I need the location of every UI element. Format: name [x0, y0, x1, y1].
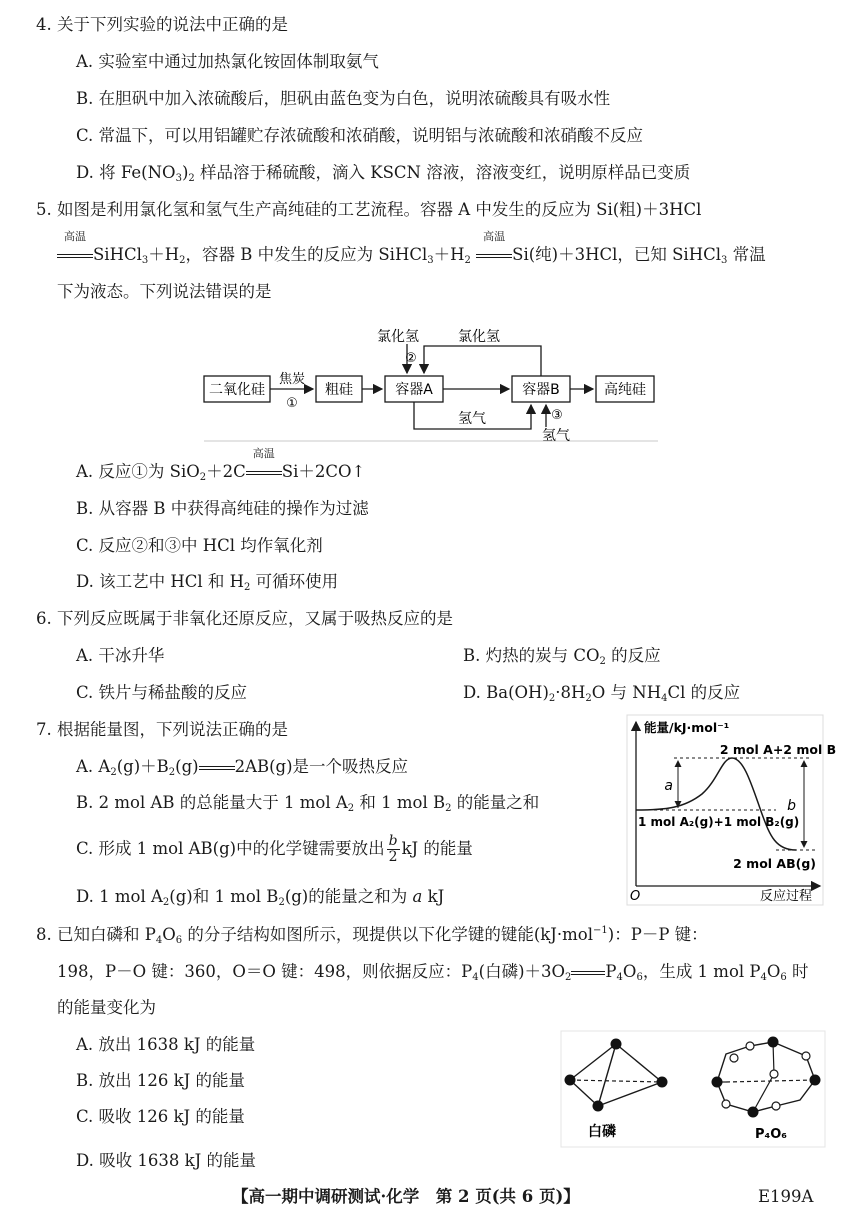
q5-option-d: D. 该工艺中 HCl 和 $H_2$ 可循环使用 [76, 572, 339, 593]
q8-option-d: D. 吸收 1638 kJ 的能量 [76, 1151, 256, 1170]
q6-option-b: B. 灼热的炭与 $CO_2$ 的反应 [463, 646, 661, 667]
q4-stem: 4. 关于下列实验的说法中正确的是 [36, 15, 288, 34]
reaction-curve [636, 758, 796, 850]
q7-option-a: A. $A_2(g)+B_2(g)$ 2AB(g)是一个吸热反应 [76, 757, 409, 778]
label-step2: ② [405, 351, 417, 366]
q8-option-c: C. 吸收 126 kJ 的能量 [76, 1107, 245, 1126]
q5-option-a: A. 反应①为 SiO$_2$＋2C 高温 Si＋2CO↑ [76, 447, 366, 483]
energy-axis-label: 能量/kJ·mol⁻¹ [644, 720, 730, 735]
label-step1: ① [286, 396, 298, 411]
label-hcl-recycle: 氯化氢 [458, 329, 500, 345]
label-sio2: 二氧化硅 [209, 382, 265, 398]
molecule-structures [560, 1030, 826, 1148]
process-axis-label: 反应过程 [759, 889, 813, 904]
q6-option-a: A. 干冰升华 [76, 646, 165, 665]
footer-code: E199A [758, 1187, 814, 1206]
q6-option-d: D. $Ba(OH)_2\cdot 8H_2O$ 与 $NH_4Cl$ 的反应 [463, 683, 741, 704]
q4-option-c: C. 常温下，可以用铝罐贮存浓硫酸和浓硝酸，说明铝与浓硫酸和浓硝酸不反应 [76, 126, 644, 145]
q7-option-b: B. 2 mol AB 的总能量大于 1 mol $A_2$ 和 1 mol $B_2$ 的能量之和 [76, 793, 540, 814]
page-footer [0, 1186, 860, 1210]
q4-option-a: A. 实验室中通过加热氯化铵固体制取氨气 [76, 52, 379, 71]
label-b: b [787, 798, 796, 814]
reactant-label: 1 mol A₂(g)+1 mol B₂(g) [638, 815, 800, 829]
q5-option-b: B. 从容器 B 中获得高纯硅的操作为过滤 [76, 499, 369, 518]
label-container-a: 容器A [395, 382, 433, 398]
white-phosphorus-structure [565, 1039, 668, 1112]
label-p4o6: P₄O₆ [755, 1127, 787, 1142]
q8-option-a: A. 放出 1638 kJ 的能量 [76, 1035, 256, 1054]
energy-diagram [626, 714, 837, 906]
q6-stem: 6. 下列反应既属于非氧化还原反应，又属于吸热反应的是 [36, 609, 453, 628]
product-label: 2 mol AB(g) [733, 856, 816, 871]
q7-option-c: C. 形成 1 mol AB(g)中的化学键需要放出 $\frac{b}{2}$ kJ 的能量 [76, 833, 473, 865]
label-hcl-input: 氯化氢 [377, 329, 419, 345]
q7-stem: 7. 根据能量图，下列说法正确的是 [36, 720, 288, 739]
label-step3: ③ [551, 408, 563, 423]
footer-title: 【高一期中调研测试·化学 第 2 页(共 6 页)】 [232, 1187, 580, 1206]
q7-option-d: D. 1 mol $A_2(g)$和 1 mol $B_2(g)$的能量之和为 a kJ [76, 887, 445, 908]
label-high-purity-si: 高纯硅 [604, 382, 646, 398]
label-container-b: 容器B [522, 382, 560, 398]
p4o6-structure [712, 1037, 821, 1118]
origin-label: O [630, 889, 641, 904]
label-white-phosphorus: 白磷 [588, 1124, 616, 1140]
q8-stem-line3: 的能量变化为 [57, 998, 156, 1017]
label-h2-input: 氢气 [542, 428, 570, 444]
q5-option-c: C. 反应②和③中 HCl 均作氧化剂 [76, 536, 323, 555]
q8-option-b: B. 放出 126 kJ 的能量 [76, 1071, 245, 1090]
q5-stem-line2: 高温 $SiHCl_3+H_2$，容器 B 中发生的反应为 $SiHCl_3+H_2$ 高温 Si(纯)＋3HCl，已知 SiHCl$_3$ 常温 [57, 244, 766, 266]
q4-option-b: B. 在胆矾中加入浓硫酸后，胆矾由蓝色变为白色，说明浓硫酸具有吸水性 [76, 89, 611, 108]
label-jiaotan: 焦炭 [278, 372, 306, 387]
q5-stem-line3: 下为液态。下列说法错误的是 [57, 282, 272, 301]
process-flow-diagram [200, 322, 662, 444]
q4-option-d: D. 将 $Fe(NO_3)_2$ 样品溶于稀硫酸，滴入 KSCN 溶液，溶液变红，说明原样品已变质 [76, 163, 691, 184]
q5-stem-line1: 5. 如图是利用氯化氢和氢气生产高纯硅的工艺流程。容器 A 中发生的反应为 Si(粗)＋3HCl [36, 200, 702, 219]
q8-stem-line2: 198，P－O 键：360，O＝O 键：498，则依据反应：$P_4$(白磷)$+3O_2$ $P_4O_6$，生成 1 mol $P_4O_6$ 时 [57, 962, 809, 983]
q8-stem-line1: 8. 已知白磷和 $P_4O_6$ 的分子结构如图所示，现提供以下化学键的键能(kJ·mol$^{-1}$)：P－P 键： [36, 925, 708, 946]
q6-option-c: C. 铁片与稀盐酸的反应 [76, 683, 248, 702]
transition-state-label: 2 mol A+2 mol B [719, 742, 837, 757]
label-h2-recycle: 氢气 [458, 411, 486, 427]
label-a: a [664, 778, 673, 794]
label-cugui: 粗硅 [325, 382, 353, 398]
